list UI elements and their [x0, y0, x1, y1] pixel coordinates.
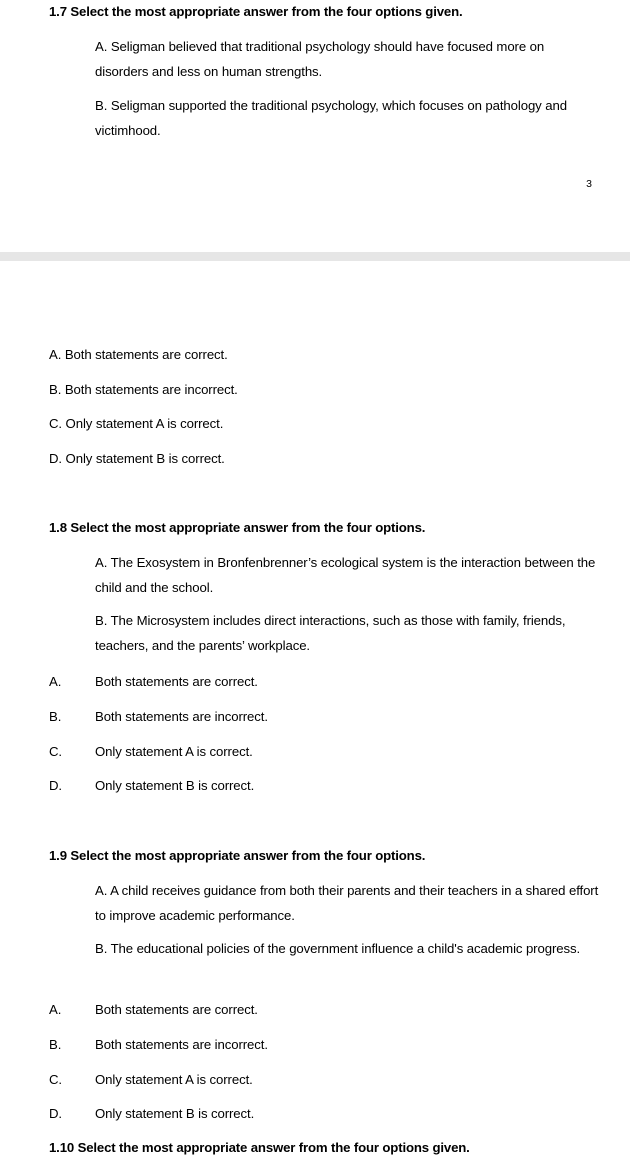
option-continued-d[interactable]: D. Only statement B is correct.	[49, 450, 225, 466]
question-1-8-option-c[interactable]	[49, 744, 253, 759]
option-text: Only statement B is correct.	[95, 1106, 255, 1121]
option-text: Both statements are incorrect.	[95, 709, 268, 724]
page-break-separator	[0, 252, 630, 261]
option-letter: C.	[49, 1071, 62, 1087]
option-letter: A.	[49, 674, 62, 689]
option-continued-b[interactable]: B. Both statements are incorrect.	[49, 381, 238, 397]
question-1-8-option-d[interactable]	[49, 778, 254, 793]
option-letter: B.	[49, 709, 62, 724]
option-text: Only statement B is correct.	[95, 778, 255, 793]
option-text: Only statement A is correct.	[95, 743, 253, 759]
question-heading-1-10-clipped: 1.10 Select the most appropriate answer from the four options given.	[49, 1140, 470, 1155]
question-1-8-statement-b: B. The Microsystem includes direct interactions, such as those with family, friends, teachers, and the parents’ workplace.	[95, 613, 566, 654]
option-text: Both statements are incorrect.	[95, 1037, 268, 1052]
option-letter: A.	[49, 1002, 62, 1017]
option-text: Both statements are correct.	[95, 674, 258, 689]
option-letter: C.	[49, 743, 62, 759]
page-fragment-top	[0, 0, 630, 252]
option-continued-a[interactable]: A. Both statements are correct.	[49, 347, 228, 362]
question-1-7-statement-b: B. Seligman supported the traditional psychology, which focuses on pathology and victimhood.	[95, 98, 567, 139]
option-letter: D.	[49, 778, 62, 793]
option-letter: D.	[49, 1106, 62, 1121]
question-1-9-statement-a: A. A child receives guidance from both their parents and their teachers in a shared effort to improve academic performance.	[95, 883, 599, 924]
question-1-9-option-c[interactable]	[49, 1072, 253, 1087]
option-letter: B.	[49, 1037, 62, 1052]
question-1-9-statement-b: B. The educational policies of the government influence a child's academic progress.	[95, 941, 581, 956]
question-1-8-statement-a: A. The Exosystem in Bronfenbrenner’s ecological system is the interaction between the child and the school.	[95, 555, 596, 596]
page-second	[0, 261, 630, 1155]
question-1-8-option-b[interactable]	[49, 709, 268, 724]
question-1-9-option-d[interactable]	[49, 1106, 254, 1121]
question-1-8-option-a[interactable]	[49, 674, 258, 689]
question-1-9-option-a[interactable]	[49, 1002, 258, 1017]
option-continued-c[interactable]: C. Only statement A is correct.	[49, 416, 224, 431]
question-heading-1-8: 1.8 Select the most appropriate answer from the four options.	[49, 520, 426, 535]
question-1-9-option-b[interactable]	[49, 1037, 268, 1052]
page-number: 3	[586, 178, 592, 190]
option-text: Both statements are correct.	[95, 1002, 258, 1017]
question-1-7-statement-a: A. Seligman believed that traditional psychology should have focused more on disorders and less on human strengths.	[95, 39, 545, 80]
question-heading-1-7: 1.7 Select the most appropriate answer from the four options given.	[49, 4, 463, 19]
question-heading-1-9: 1.9 Select the most appropriate answer from the four options.	[49, 848, 426, 863]
option-text: Only statement A is correct.	[95, 1071, 253, 1087]
